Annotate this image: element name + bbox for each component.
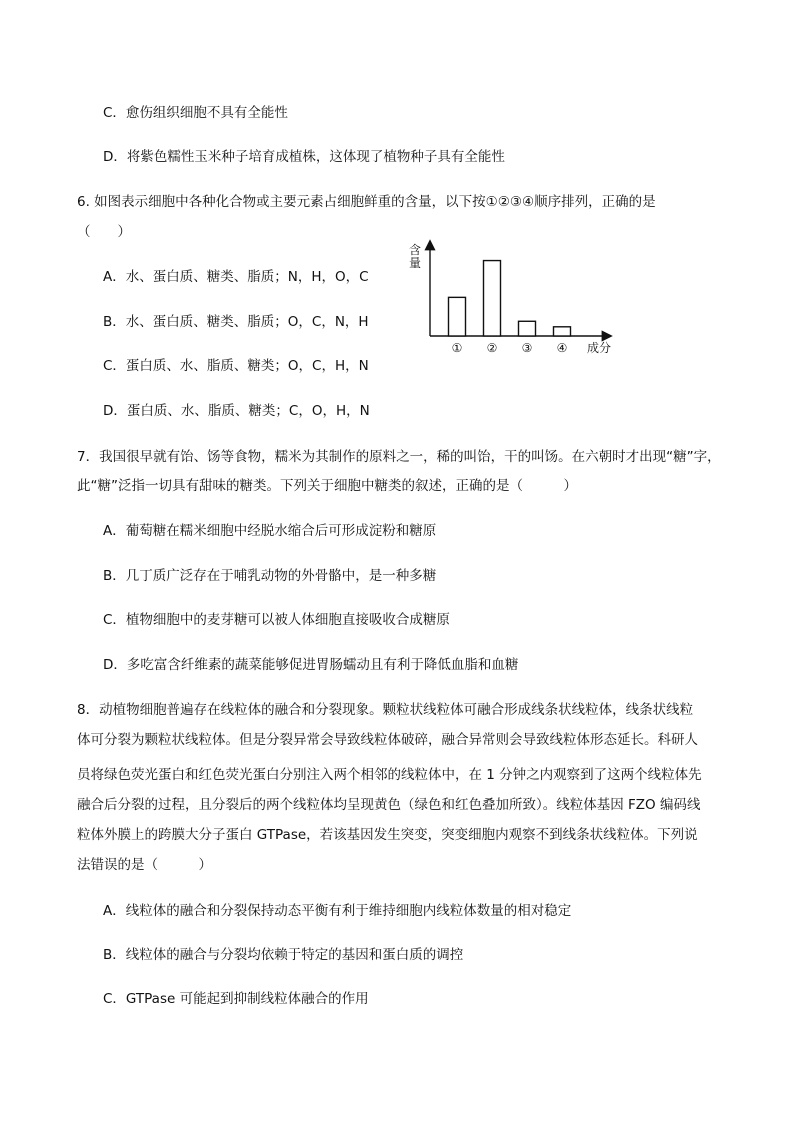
q8-stem-line-4: 融合后分裂的过程，且分裂后的两个线粒体均呈现黄色（绿色和红色叠加所致）。线粒体基因 FZO 编码线 (77, 797, 701, 813)
q8-stem-line-3: 员将绿色荧光蛋白和红色荧光蛋白分别注入两个相邻的线粒体中，在 1 分钟之内观察到了这两个线粒体先 (77, 767, 702, 783)
x-tick-label-1: ① (451, 341, 463, 355)
q5-option-d: D．将紫色糯性玉米种子培育成植株，这体现了植物种子具有全能性 (103, 149, 505, 165)
q8-stem-line-6: 法错误的是（ ） (77, 857, 212, 873)
q6-option-b: B．水、蛋白质、糖类、脂质；O，C，N，H (103, 314, 369, 330)
chart-svg (395, 238, 625, 368)
content-bar-chart (395, 238, 625, 368)
q6-option-a: A．水、蛋白质、糖类、脂质；N，H，O，C (103, 269, 369, 285)
bar-3 (519, 321, 536, 336)
q8-stem-line-5: 粒体外膜上的跨膜大分子蛋白 GTPase，若该基因发生突变，突变细胞内观察不到线条状线粒体。下列说 (77, 827, 698, 843)
q7-option-b: B．几丁质广泛存在于哺乳动物的外骨骼中，是一种多糖 (103, 568, 437, 584)
q8-option-c: C．GTPase 可能起到抑制线粒体融合的作用 (103, 991, 369, 1007)
y-axis-label-char: 含 (409, 243, 422, 257)
y-axis-label-char: 量 (409, 256, 422, 270)
q8-option-b: B．线粒体的融合与分裂均依赖于特定的基因和蛋白质的调控 (103, 947, 464, 963)
y-axis-label (409, 243, 421, 270)
q6-stem: 6. 如图表示细胞中各种化合物或主要元素占细胞鲜重的含量，以下按①②③④顺序排列，正确的是 (77, 194, 656, 210)
q6-answer-blank: （ ） (77, 224, 131, 240)
q7-stem-line-2: 此“糖”泛指一切具有甜味的糖类。下列关于细胞中糖类的叙述，正确的是（ ） (77, 478, 577, 494)
q6-option-d: D．蛋白质、水、脂质、糖类；C，O，H，N (103, 403, 370, 419)
x-axis-label: 成分 (587, 341, 612, 355)
q7-option-d: D．多吃富含纤维素的蔬菜能够促进胃肠蠕动且有利于降低血脂和血糖 (103, 657, 519, 673)
bar-4 (554, 327, 571, 336)
q8-stem-line-2: 体可分裂为颗粒状线粒体。但是分裂异常会导致线粒体破碎，融合异常则会导致线粒体形态延长。科研人 (77, 732, 698, 748)
x-tick-label-3: ③ (521, 341, 533, 355)
q7-option-a: A．葡萄糖在糯米细胞中经脱水缩合后可形成淀粉和糖原 (103, 523, 437, 539)
q7-stem-line-1: 7．我国很早就有饴、饧等食物，糯米为其制作的原料之一，稀的叫饴，干的叫饧。在六朝时才出现“糖”字， (77, 449, 721, 465)
q8-option-a: A．线粒体的融合和分裂保持动态平衡有利于维持细胞内线粒体数量的相对稳定 (103, 903, 572, 919)
bar-2 (484, 261, 501, 336)
q8-stem-line-1: 8．动植物细胞普遍存在线粒体的融合和分裂现象。颗粒状线粒体可融合形成线条状线粒体，线条状线粒 (77, 702, 694, 718)
q6-option-c: C．蛋白质、水、脂质、糖类；O，C，H，N (103, 358, 369, 374)
q7-option-c: C．植物细胞中的麦芽糖可以被人体细胞直接吸收合成糖原 (103, 612, 450, 628)
x-tick-label-4: ④ (556, 341, 568, 355)
x-tick-label-2: ② (486, 341, 498, 355)
q5-option-c: C．愈伤组织细胞不具有全能性 (103, 105, 288, 121)
bar-1 (449, 297, 466, 336)
